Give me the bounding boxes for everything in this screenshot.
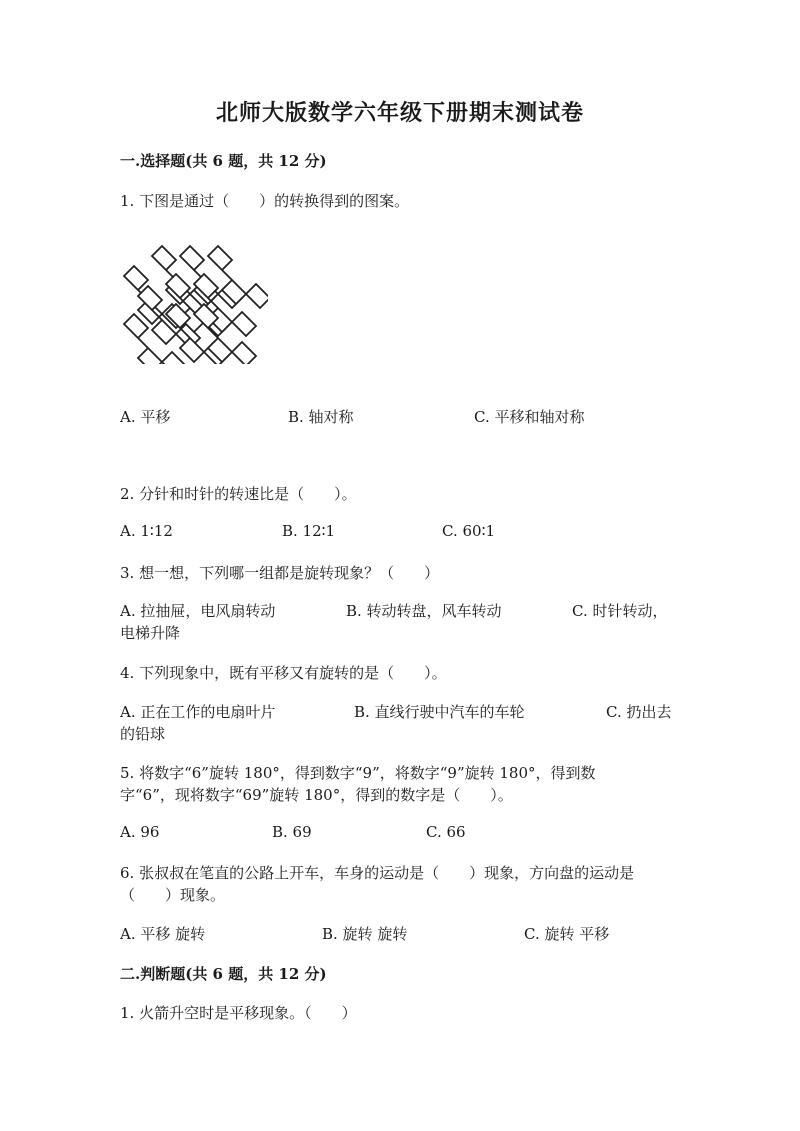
q1-option-a[interactable]: A. 平移 xyxy=(120,408,171,426)
q3-option-a[interactable]: A. 拉抽屉，电风扇转动 xyxy=(120,602,276,620)
question-4-text: 4. 下列现象中，既有平移又有旋转的是（ ）。 xyxy=(120,664,447,682)
q1-option-c[interactable]: C. 平移和轴对称 xyxy=(474,408,585,426)
question-2-text: 2. 分针和时针的转速比是（ ）。 xyxy=(120,485,357,503)
question-5-line-1: 5. 将数字“6”旋转 180°，得到数字“9”，将数字“9”旋转 180°，得到数 xyxy=(120,764,596,782)
q4-option-a[interactable]: A. 正在工作的电扇叶片 xyxy=(120,703,276,721)
q5-option-b[interactable]: B. 69 xyxy=(272,823,312,841)
q2-option-b[interactable]: B. 12∶1 xyxy=(282,522,336,540)
q1-option-b[interactable]: B. 轴对称 xyxy=(288,408,354,426)
judgement-question-1-text: 1. 火箭升空时是平移现象。（ ） xyxy=(120,1004,357,1022)
interlocking-pattern-figure xyxy=(118,242,268,364)
q3-option-c-continued: 电梯升降 xyxy=(120,624,181,642)
section-heading-choice: 一.选择题(共 6 题，共 12 分) xyxy=(120,152,327,170)
q5-option-a[interactable]: A. 96 xyxy=(120,823,160,841)
q2-option-a[interactable]: A. 1∶12 xyxy=(120,522,173,540)
q4-option-c[interactable]: C. 扔出去 xyxy=(606,703,672,721)
q6-option-a[interactable]: A. 平移 旋转 xyxy=(120,925,206,943)
question-6-line-2: （ ）现象。 xyxy=(120,886,226,904)
question-5-line-2: 字“6”，现将数字“69”旋转 180°，得到的数字是（ ）。 xyxy=(120,786,513,804)
pattern-piece xyxy=(208,246,268,308)
q3-option-b[interactable]: B. 转动转盘，风车转动 xyxy=(346,602,502,620)
question-3-text: 3. 想一想，下列哪一组都是旋转现象？（ ） xyxy=(120,564,440,582)
question-1-text: 1. 下图是通过（ ）的转换得到的图案。 xyxy=(120,192,410,210)
q2-option-c[interactable]: C. 60∶1 xyxy=(442,522,496,540)
question-6-line-1: 6. 张叔叔在笔直的公路上开车，车身的运动是（ ）现象，方向盘的运动是 xyxy=(120,864,635,882)
q3-option-c[interactable]: C. 时针转动， xyxy=(572,602,668,620)
q6-option-c[interactable]: C. 旋转 平移 xyxy=(524,925,610,943)
q6-option-b[interactable]: B. 旋转 旋转 xyxy=(322,925,408,943)
section-heading-judgement: 二.判断题(共 6 题，共 12 分) xyxy=(120,965,327,983)
q4-option-b[interactable]: B. 直线行驶中汽车的车轮 xyxy=(354,703,525,721)
page-title: 北师大版数学六年级下册期末测试卷 xyxy=(215,100,584,126)
q4-option-c-continued: 的铅球 xyxy=(120,725,166,743)
q5-option-c[interactable]: C. 66 xyxy=(426,823,466,841)
